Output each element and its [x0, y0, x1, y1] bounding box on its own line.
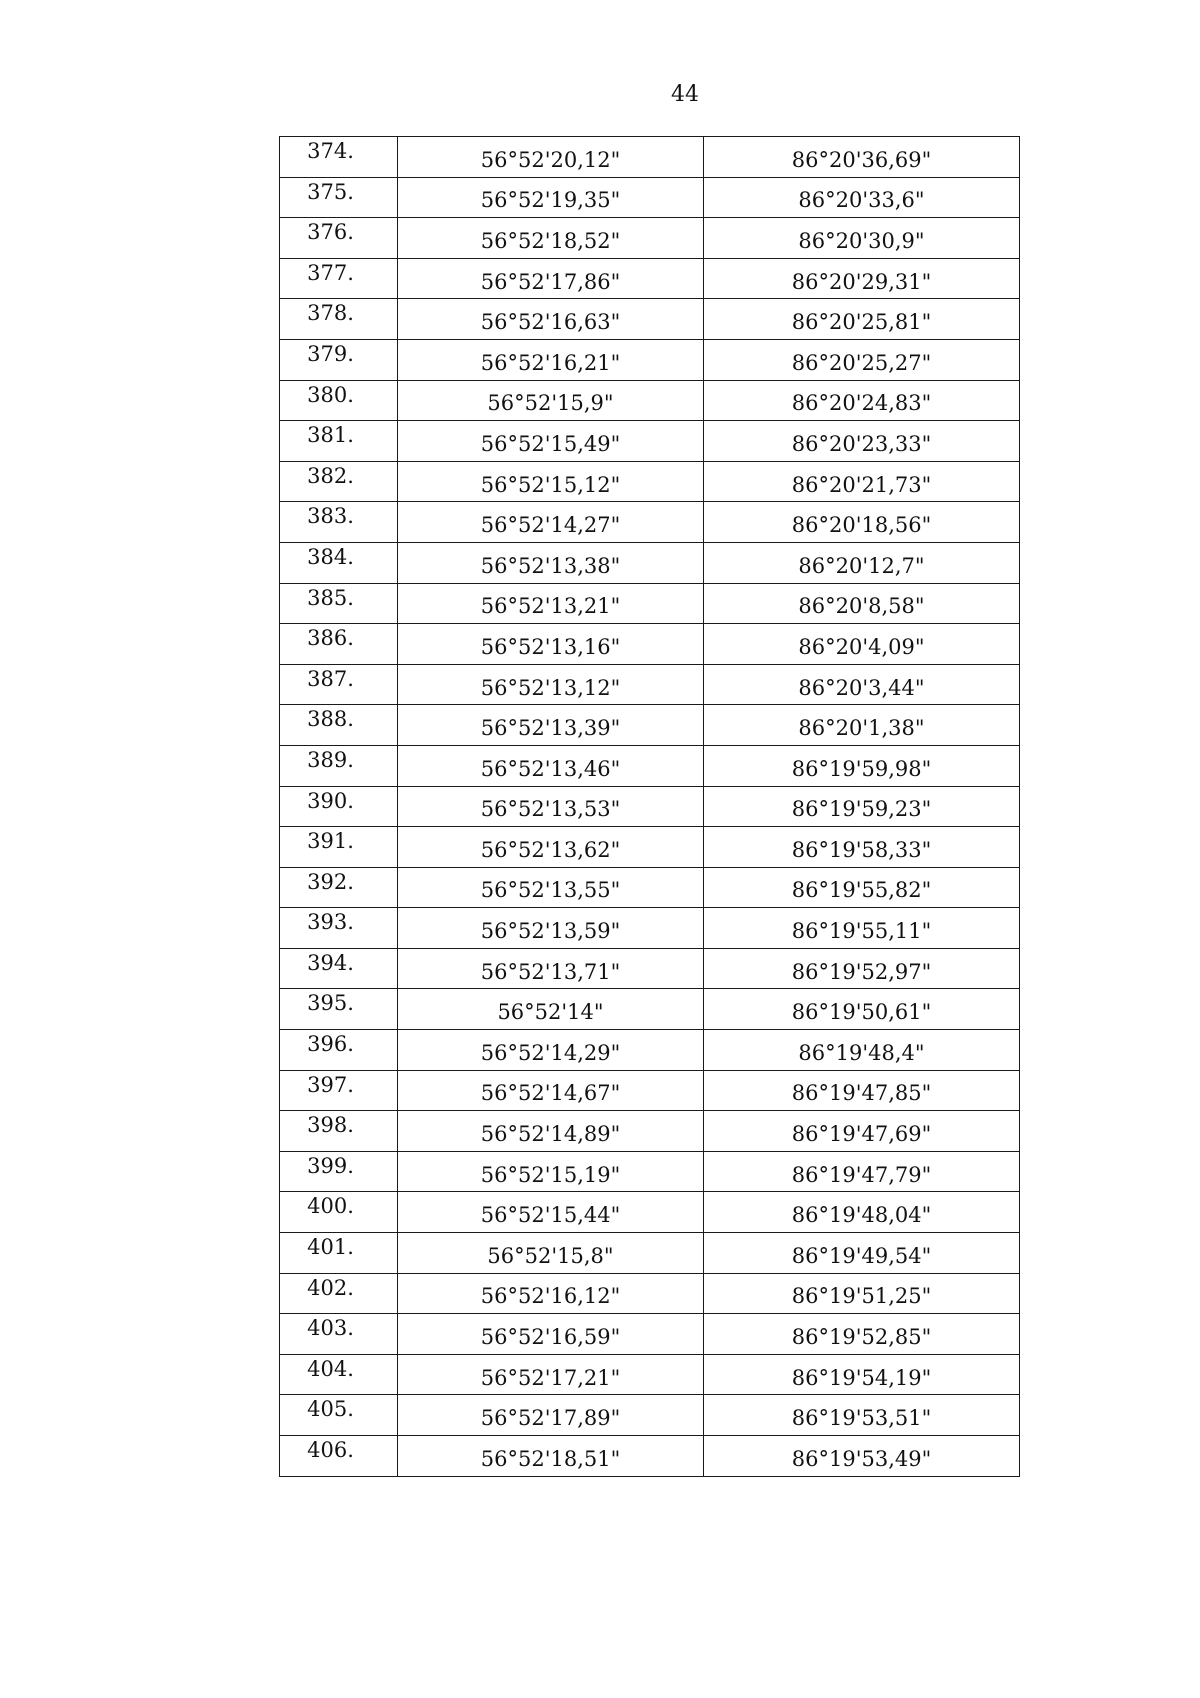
longitude-cell: 86°19'52,85"	[704, 1314, 1020, 1355]
point-number-cell: 406.	[280, 1436, 398, 1477]
table-row	[280, 1395, 1020, 1436]
longitude-cell: 86°19'59,23"	[704, 786, 1020, 827]
point-number-cell: 397.	[280, 1070, 398, 1111]
table-row	[280, 827, 1020, 868]
table-row	[280, 502, 1020, 543]
table-row	[280, 948, 1020, 989]
point-number-cell: 387.	[280, 664, 398, 705]
point-number-cell: 376.	[280, 218, 398, 259]
latitude-cell: 56°52'18,51"	[398, 1436, 704, 1477]
latitude-cell: 56°52'16,21"	[398, 339, 704, 380]
longitude-cell: 86°19'47,85"	[704, 1070, 1020, 1111]
latitude-cell: 56°52'17,86"	[398, 258, 704, 299]
longitude-cell: 86°19'53,51"	[704, 1395, 1020, 1436]
table-row	[280, 177, 1020, 218]
longitude-cell: 86°20'36,69"	[704, 137, 1020, 178]
longitude-cell: 86°20'12,7"	[704, 542, 1020, 583]
coordinates-table-body	[280, 137, 1020, 1477]
table-row	[280, 461, 1020, 502]
table-row	[280, 786, 1020, 827]
point-number-cell: 375.	[280, 177, 398, 218]
table-row	[280, 1273, 1020, 1314]
latitude-cell: 56°52'15,44"	[398, 1192, 704, 1233]
point-number-cell: 384.	[280, 542, 398, 583]
longitude-cell: 86°19'48,4"	[704, 1030, 1020, 1071]
latitude-cell: 56°52'16,63"	[398, 299, 704, 340]
point-number-cell: 383.	[280, 502, 398, 543]
longitude-cell: 86°20'24,83"	[704, 380, 1020, 421]
point-number-cell: 402.	[280, 1273, 398, 1314]
latitude-cell: 56°52'14,29"	[398, 1030, 704, 1071]
latitude-cell: 56°52'16,12"	[398, 1273, 704, 1314]
point-number-cell: 386.	[280, 624, 398, 665]
table-row	[280, 1151, 1020, 1192]
longitude-cell: 86°20'18,56"	[704, 502, 1020, 543]
point-number-cell: 388.	[280, 705, 398, 746]
longitude-cell: 86°19'55,82"	[704, 867, 1020, 908]
table-row	[280, 583, 1020, 624]
point-number-cell: 400.	[280, 1192, 398, 1233]
table-row	[280, 542, 1020, 583]
longitude-cell: 86°19'53,49"	[704, 1436, 1020, 1477]
point-number-cell: 401.	[280, 1233, 398, 1274]
longitude-cell: 86°20'1,38"	[704, 705, 1020, 746]
latitude-cell: 56°52'13,46"	[398, 745, 704, 786]
longitude-cell: 86°19'50,61"	[704, 989, 1020, 1030]
point-number-cell: 380.	[280, 380, 398, 421]
longitude-cell: 86°19'54,19"	[704, 1354, 1020, 1395]
longitude-cell: 86°20'30,9"	[704, 218, 1020, 259]
latitude-cell: 56°52'14,27"	[398, 502, 704, 543]
table-row	[280, 421, 1020, 462]
table-row	[280, 1192, 1020, 1233]
latitude-cell: 56°52'19,35"	[398, 177, 704, 218]
point-number-cell: 394.	[280, 948, 398, 989]
latitude-cell: 56°52'17,89"	[398, 1395, 704, 1436]
latitude-cell: 56°52'13,59"	[398, 908, 704, 949]
point-number-cell: 378.	[280, 299, 398, 340]
longitude-cell: 86°19'47,79"	[704, 1151, 1020, 1192]
table-row	[280, 908, 1020, 949]
longitude-cell: 86°20'33,6"	[704, 177, 1020, 218]
table-row	[280, 380, 1020, 421]
latitude-cell: 56°52'15,9"	[398, 380, 704, 421]
table-row	[280, 299, 1020, 340]
point-number-cell: 399.	[280, 1151, 398, 1192]
point-number-cell: 393.	[280, 908, 398, 949]
latitude-cell: 56°52'13,12"	[398, 664, 704, 705]
latitude-cell: 56°52'14,89"	[398, 1111, 704, 1152]
table-row	[280, 1436, 1020, 1477]
longitude-cell: 86°19'51,25"	[704, 1273, 1020, 1314]
latitude-cell: 56°52'15,8"	[398, 1233, 704, 1274]
longitude-cell: 86°20'23,33"	[704, 421, 1020, 462]
longitude-cell: 86°19'49,54"	[704, 1233, 1020, 1274]
point-number-cell: 385.	[280, 583, 398, 624]
longitude-cell: 86°19'59,98"	[704, 745, 1020, 786]
latitude-cell: 56°52'13,38"	[398, 542, 704, 583]
page-number: 44	[671, 82, 699, 107]
latitude-cell: 56°52'14,67"	[398, 1070, 704, 1111]
table-row	[280, 218, 1020, 259]
longitude-cell: 86°20'25,27"	[704, 339, 1020, 380]
point-number-cell: 404.	[280, 1354, 398, 1395]
point-number-cell: 398.	[280, 1111, 398, 1152]
point-number-cell: 392.	[280, 867, 398, 908]
point-number-cell: 403.	[280, 1314, 398, 1355]
table-row	[280, 137, 1020, 178]
point-number-cell: 374.	[280, 137, 398, 178]
latitude-cell: 56°52'13,71"	[398, 948, 704, 989]
table-row	[280, 867, 1020, 908]
longitude-cell: 86°19'47,69"	[704, 1111, 1020, 1152]
coordinates-table	[279, 136, 1020, 1477]
point-number-cell: 377.	[280, 258, 398, 299]
latitude-cell: 56°52'13,16"	[398, 624, 704, 665]
longitude-cell: 86°19'48,04"	[704, 1192, 1020, 1233]
latitude-cell: 56°52'20,12"	[398, 137, 704, 178]
latitude-cell: 56°52'13,55"	[398, 867, 704, 908]
latitude-cell: 56°52'14"	[398, 989, 704, 1030]
latitude-cell: 56°52'13,21"	[398, 583, 704, 624]
table-row	[280, 624, 1020, 665]
longitude-cell: 86°20'25,81"	[704, 299, 1020, 340]
latitude-cell: 56°52'16,59"	[398, 1314, 704, 1355]
point-number-cell: 382.	[280, 461, 398, 502]
table-row	[280, 989, 1020, 1030]
latitude-cell: 56°52'17,21"	[398, 1354, 704, 1395]
latitude-cell: 56°52'15,49"	[398, 421, 704, 462]
longitude-cell: 86°20'3,44"	[704, 664, 1020, 705]
point-number-cell: 396.	[280, 1030, 398, 1071]
table-row	[280, 1314, 1020, 1355]
point-number-cell: 395.	[280, 989, 398, 1030]
latitude-cell: 56°52'13,39"	[398, 705, 704, 746]
longitude-cell: 86°19'52,97"	[704, 948, 1020, 989]
table-row	[280, 339, 1020, 380]
longitude-cell: 86°20'29,31"	[704, 258, 1020, 299]
point-number-cell: 389.	[280, 745, 398, 786]
table-row	[280, 258, 1020, 299]
longitude-cell: 86°20'8,58"	[704, 583, 1020, 624]
point-number-cell: 390.	[280, 786, 398, 827]
table-row	[280, 1354, 1020, 1395]
table-row	[280, 1030, 1020, 1071]
table-row	[280, 1233, 1020, 1274]
table-row	[280, 745, 1020, 786]
latitude-cell: 56°52'13,62"	[398, 827, 704, 868]
table-row	[280, 1111, 1020, 1152]
longitude-cell: 86°20'4,09"	[704, 624, 1020, 665]
longitude-cell: 86°20'21,73"	[704, 461, 1020, 502]
table-row	[280, 1070, 1020, 1111]
point-number-cell: 381.	[280, 421, 398, 462]
table-row	[280, 705, 1020, 746]
point-number-cell: 391.	[280, 827, 398, 868]
latitude-cell: 56°52'13,53"	[398, 786, 704, 827]
point-number-cell: 379.	[280, 339, 398, 380]
latitude-cell: 56°52'15,12"	[398, 461, 704, 502]
point-number-cell: 405.	[280, 1395, 398, 1436]
table-row	[280, 664, 1020, 705]
longitude-cell: 86°19'55,11"	[704, 908, 1020, 949]
longitude-cell: 86°19'58,33"	[704, 827, 1020, 868]
latitude-cell: 56°52'15,19"	[398, 1151, 704, 1192]
latitude-cell: 56°52'18,52"	[398, 218, 704, 259]
